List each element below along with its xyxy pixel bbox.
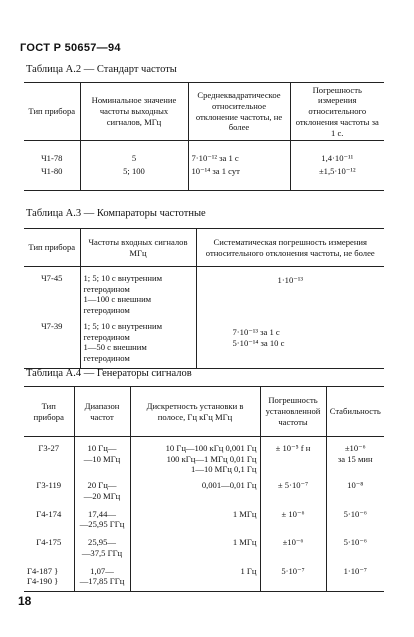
cell-type: Ч1-78 [41,153,63,163]
cell-err: 7·10⁻¹³ за 1 с 5·10⁻¹⁴ за 10 с [196,317,384,368]
cell-type: Ч7-39 [24,317,80,368]
table-a4-header-disc: Дискретность установки в полосе, Гц кГц МГц [130,387,260,437]
table-row [24,317,384,368]
table-a3-caption: Таблица А.3 — Компараторы частотные [26,208,206,219]
table-a2 [24,82,384,191]
cell-stab: 5·10⁻⁶ [326,503,384,531]
cell-type: Г3-119 [36,480,62,491]
cell-err: 1·10⁻¹³ [196,267,384,317]
cell-type: Г3-27 [38,443,60,453]
table-a3-header-err: Систематическая погрешность измерения относительного отклонения частоты, не более [196,229,384,267]
cell-err: ± 5·10⁻⁷ [260,476,326,502]
table-a2-header-type: Тип прибора [24,83,80,141]
cell-freq: 5 [80,141,188,165]
cell-dev: 7·10⁻¹² за 1 с [188,141,290,165]
table-row [24,267,384,317]
table-a2-header-dev: Среднеквадратическое относительное отклонение частоты, не более [188,83,290,141]
table-a2-header-freq: Номинальное значение частоты выходных сигналов, МГц [80,83,188,141]
cell-stab: 5·10⁻⁶ [326,531,384,559]
cell-freq: 1; 5; 10 с внутренним гетеродином 1—100 с внешним гетеродином [80,267,196,317]
table-a4-header-range: Диапазон частот [74,387,130,437]
table-a3-header-type: Тип прибора [24,229,80,267]
cell-disc: 10 Гц—100 кГц 0,001 Гц 100 кГц—1 МГц 0,01 Гц 1—10 МГц 0,1 Гц [130,437,260,477]
cell-freq: 5; 100 [80,165,188,191]
cell-disc: 0,001—0,01 Гц [130,476,260,502]
cell-range: 1,07— —17,85 ГГц [74,560,130,592]
cell-type: Ч1-80 [24,165,80,191]
table-row [24,437,384,477]
table-a4 [24,386,384,592]
table-row [24,141,384,165]
cell-type: Г4-174 [36,508,62,519]
table-row [24,165,384,191]
cell-range: 17,44— —25,95 ГГц [74,503,130,531]
standard-header: ГОСТ Р 50657—94 [20,42,121,54]
table-a4-header-type: Тип прибора [24,387,74,437]
cell-disc: 1 МГц [130,503,260,531]
cell-type: Г4-175 [36,537,62,548]
cell-err: ± 10⁻⁵ f н [260,437,326,477]
cell-stab: 10⁻⁸ [326,476,384,502]
table-row [24,560,384,592]
cell-range: 20 Гц— —20 МГц [74,476,130,502]
cell-stab: ±10⁻⁶ за 15 мин [326,437,384,477]
table-a3 [24,228,384,369]
cell-err: ± 10⁻⁶ [260,503,326,531]
table-row [24,476,384,502]
cell-type: Г4-187 } Г4-190 } [24,560,74,592]
cell-err: 5·10⁻⁷ [260,560,326,592]
table-a2-caption: Таблица А.2 — Стандарт частоты [26,64,177,75]
table-row [24,531,384,559]
table-a4-header-stab: Стабильность [326,387,384,437]
page-number: 18 [18,594,32,608]
cell-range: 10 Гц— —10 МГц [74,437,130,477]
cell-disc: 1 МГц [130,531,260,559]
cell-err: ±10⁻⁶ [260,531,326,559]
cell-disc: 1 Гц [130,560,260,592]
table-a3-header-freq: Частоты входных сигналов МГц [80,229,196,267]
cell-type: Ч7-45 [41,273,63,283]
cell-freq: 1; 5; 10 с внутренним гетеродином 1—50 с внешним гетеродином [80,317,196,368]
cell-err: ±1,5·10⁻¹² [290,165,384,191]
table-a2-header-err: Погрешность измерения относительного отклонения частоты за 1 с. [290,83,384,141]
cell-err: 1,4·10⁻¹¹ [290,141,384,165]
cell-stab: 1·10⁻⁷ [326,560,384,592]
cell-range: 25,95— —37,5 ГГц [74,531,130,559]
table-a4-caption: Таблица А.4 — Генераторы сигналов [26,368,192,379]
table-a4-header-err: Погрешность установленной частоты [260,387,326,437]
table-row [24,503,384,531]
cell-dev: 10⁻¹⁴ за 1 сут [188,165,290,191]
